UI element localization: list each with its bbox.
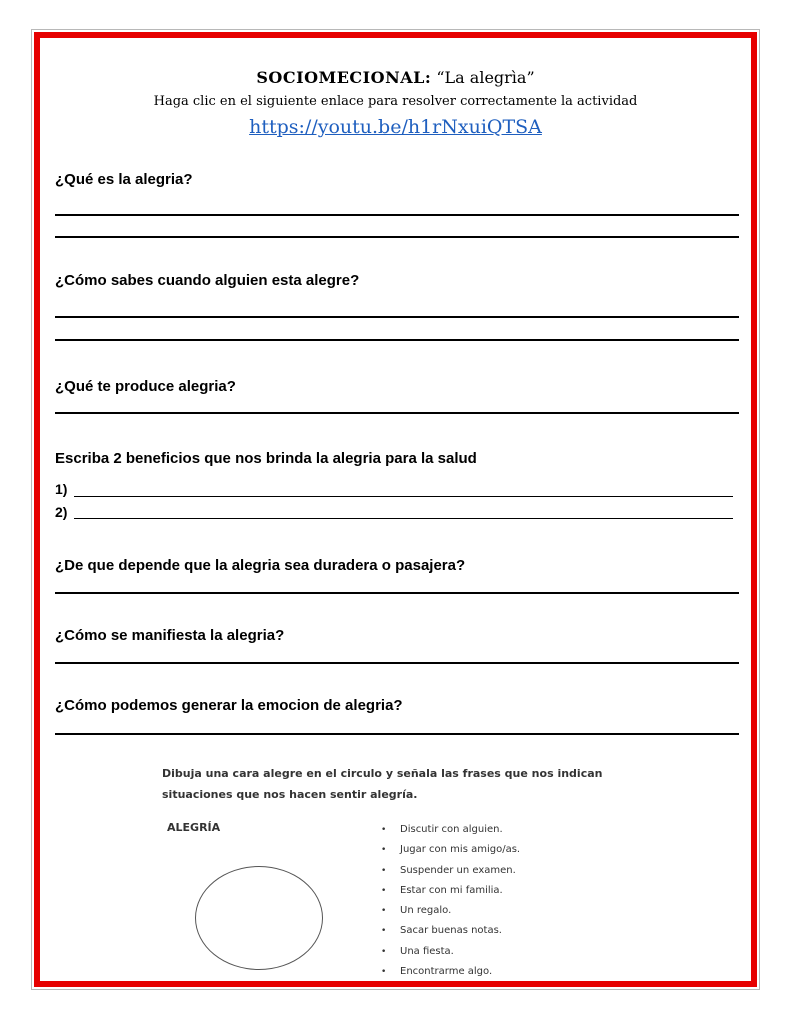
phrase-item[interactable]: • Suspender un examen. bbox=[381, 861, 520, 881]
bullet-icon: • bbox=[381, 906, 387, 917]
answer-line[interactable] bbox=[55, 412, 739, 414]
question-2: ¿Cómo sabes cuando alguien esta alegre? bbox=[55, 272, 360, 289]
question-3: ¿Qué te produce alegria? bbox=[55, 378, 236, 395]
bullet-icon: • bbox=[381, 967, 387, 978]
answer-line[interactable] bbox=[55, 662, 739, 664]
phrase-item[interactable]: • Una fiesta. bbox=[381, 942, 520, 962]
bullet-icon: • bbox=[381, 885, 387, 896]
answer-line[interactable] bbox=[55, 733, 739, 735]
answer-line[interactable] bbox=[55, 316, 739, 318]
page-subtitle: Haga clic en el siguiente enlace para resolver correctamente la actividad bbox=[153, 94, 638, 109]
question-4: Escriba 2 beneficios que nos brinda la alegria para la salud bbox=[55, 450, 477, 467]
title-topic: “La alegrìa” bbox=[431, 68, 535, 87]
bullet-icon: • bbox=[381, 845, 387, 856]
question-5: ¿De que depende que la alegria sea duradera o pasajera? bbox=[55, 557, 466, 574]
phrase-item[interactable]: • Sacar buenas notas. bbox=[381, 921, 520, 941]
drawing-circle[interactable] bbox=[195, 866, 323, 970]
bullet-icon: • bbox=[381, 825, 387, 835]
bullet-icon: • bbox=[381, 946, 387, 957]
activity-instruction: Dibuja una cara alegre en el circulo y señala las frases que nos indican situaciones que nos hacen sentir alegría. bbox=[162, 767, 603, 801]
answer-line[interactable] bbox=[55, 339, 739, 341]
benefit-1-number: 1) bbox=[55, 481, 68, 497]
benefit-2-line[interactable] bbox=[74, 518, 733, 519]
phrase-item[interactable]: • Un regalo. bbox=[381, 901, 520, 921]
benefit-1-line[interactable] bbox=[74, 496, 733, 497]
page-title bbox=[0, 68, 791, 87]
bullet-icon: • bbox=[381, 926, 387, 937]
phrase-item[interactable]: • Encontrarme algo. bbox=[381, 962, 520, 982]
alegria-label: ALEGRÍA bbox=[167, 821, 221, 834]
phrase-item[interactable]: • Jugar con mis amigo/as. bbox=[381, 840, 520, 860]
phrase-item[interactable]: • Discutir con alguien. bbox=[381, 820, 520, 840]
answer-line[interactable] bbox=[55, 592, 739, 594]
answer-line[interactable] bbox=[55, 214, 739, 216]
answer-line[interactable] bbox=[55, 236, 739, 238]
question-1: ¿Qué es la alegria? bbox=[55, 171, 193, 188]
question-7: ¿Cómo podemos generar la emocion de alegria? bbox=[55, 697, 403, 714]
benefit-2-number: 2) bbox=[55, 504, 68, 520]
phrase-list bbox=[381, 820, 520, 982]
phrase-item[interactable]: • Estar con mi familia. bbox=[381, 881, 520, 901]
video-link[interactable]: https://youtu.be/h1rNxuiQTSA bbox=[249, 116, 542, 138]
question-6: ¿Cómo se manifiesta la alegria? bbox=[55, 627, 285, 644]
bullet-icon: • bbox=[381, 865, 387, 876]
title-subject: SOCIOMECIONAL: bbox=[256, 68, 432, 87]
